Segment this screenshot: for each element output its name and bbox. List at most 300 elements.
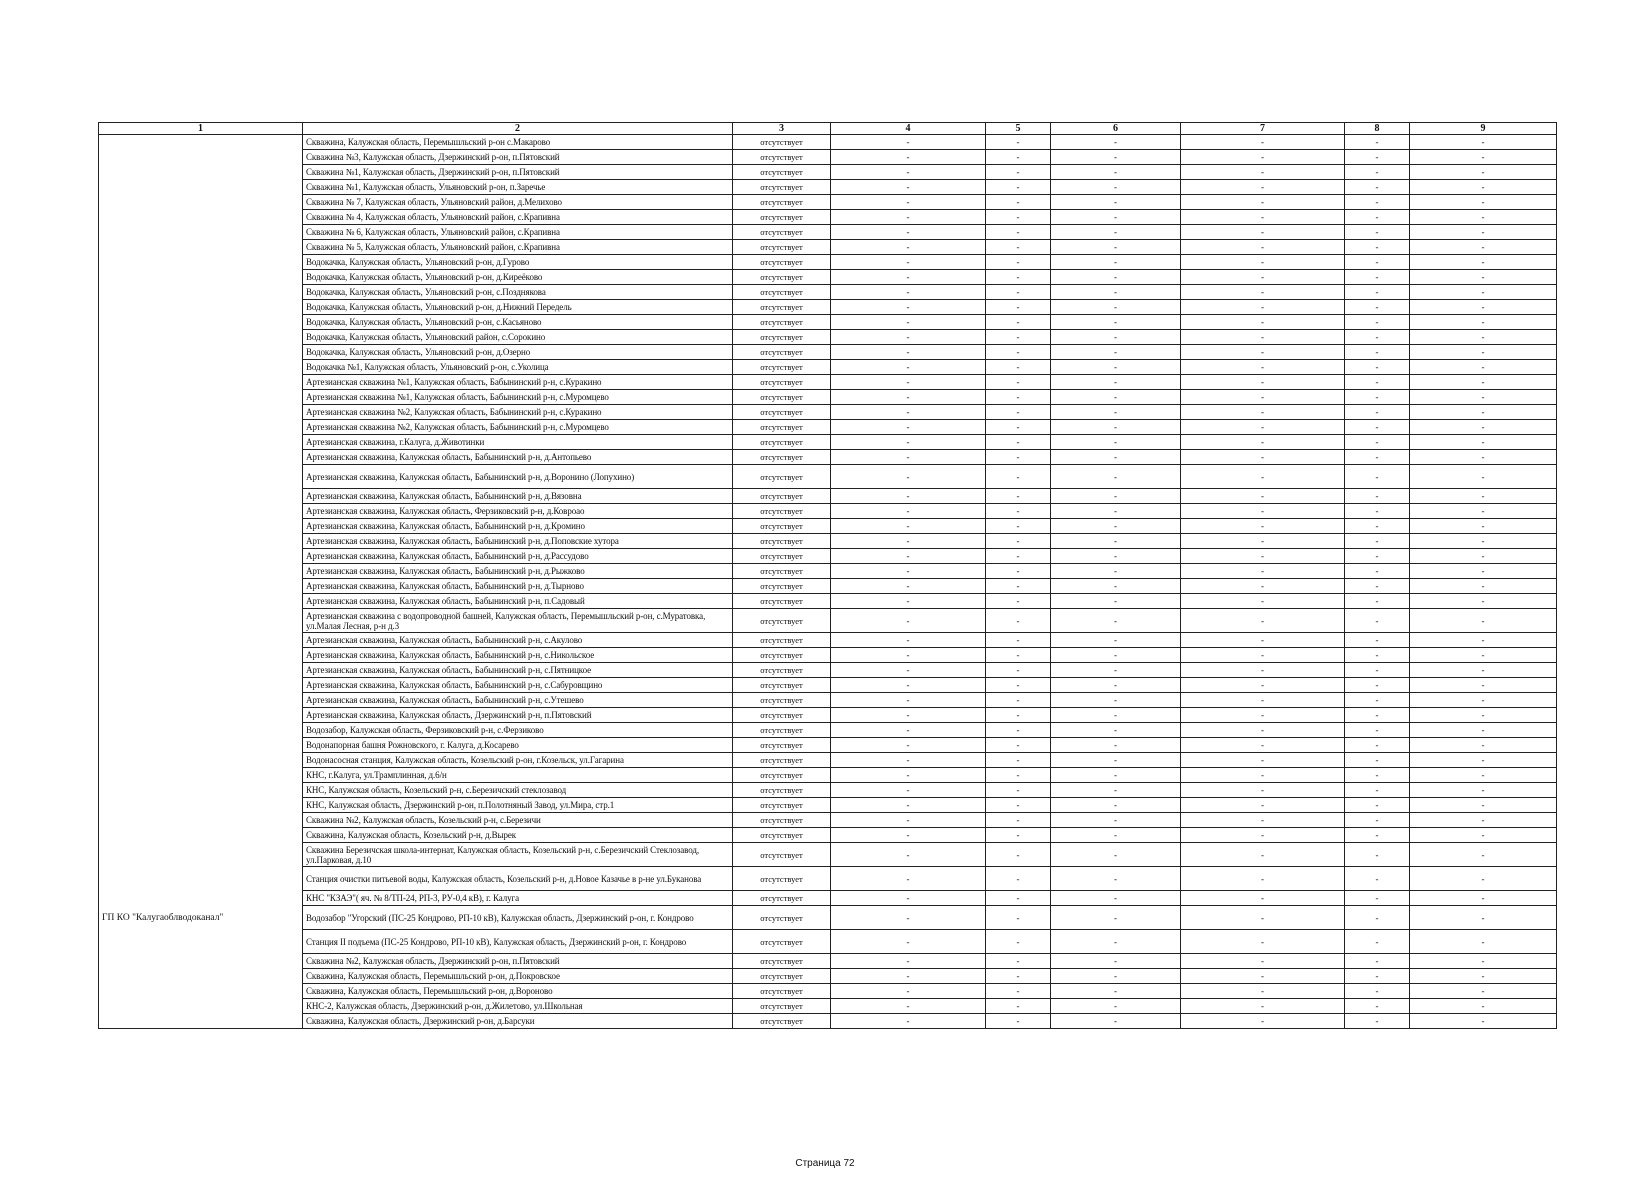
- data-sheet: [98, 122, 1556, 1029]
- table-row: [99, 405, 1557, 420]
- organization-cell: [99, 663, 303, 678]
- facility-name: Артезианская скважина, Калужская область, Ферзиковский р-н, д.Ковроао: [303, 504, 733, 519]
- value-cell-col-6: -: [1051, 405, 1181, 420]
- value-cell-col-8: -: [1345, 738, 1410, 753]
- value-cell-col-7: -: [1181, 534, 1345, 549]
- facility-name: КНС, г.Калуга, ул.Трамплинная, д.6/н: [303, 768, 733, 783]
- table-row: [99, 489, 1557, 504]
- value-cell-col-8: -: [1345, 954, 1410, 969]
- value-cell-col-8: -: [1345, 420, 1410, 435]
- organization-cell: [99, 708, 303, 723]
- value-cell-col-6: -: [1051, 489, 1181, 504]
- organization-cell: [99, 420, 303, 435]
- table-row: [99, 255, 1557, 270]
- value-cell-col-5: -: [986, 693, 1051, 708]
- value-cell-col-6: -: [1051, 594, 1181, 609]
- value-cell-col-8: -: [1345, 999, 1410, 1014]
- value-cell-col-9: -: [1410, 210, 1557, 225]
- value-cell-col-6: -: [1051, 768, 1181, 783]
- value-cell-col-5: -: [986, 330, 1051, 345]
- value-cell-col-8: -: [1345, 867, 1410, 891]
- value-cell-col-5: -: [986, 633, 1051, 648]
- value-cell-col-9: -: [1410, 450, 1557, 465]
- organization-cell: [99, 783, 303, 798]
- value-cell-col-4: -: [831, 783, 986, 798]
- value-cell-col-4: -: [831, 360, 986, 375]
- value-cell-col-9: -: [1410, 255, 1557, 270]
- value-cell-col-6: -: [1051, 375, 1181, 390]
- status-cell: отсутствует: [733, 240, 831, 255]
- value-cell-col-4: -: [831, 165, 986, 180]
- value-cell-col-9: -: [1410, 489, 1557, 504]
- organization-cell: [99, 240, 303, 255]
- value-cell-col-6: -: [1051, 579, 1181, 594]
- value-cell-col-5: -: [986, 984, 1051, 999]
- organization-cell: [99, 828, 303, 843]
- organization-cell: [99, 633, 303, 648]
- facility-name: Водокачка, Калужская область, Ульяновский район, с.Сорокино: [303, 330, 733, 345]
- value-cell-col-6: -: [1051, 1014, 1181, 1029]
- organization-cell: [99, 549, 303, 564]
- value-cell-col-6: -: [1051, 420, 1181, 435]
- table-row: [99, 984, 1557, 999]
- value-cell-col-6: -: [1051, 663, 1181, 678]
- value-cell-col-7: -: [1181, 633, 1345, 648]
- value-cell-col-7: -: [1181, 783, 1345, 798]
- value-cell-col-5: -: [986, 225, 1051, 240]
- status-cell: отсутствует: [733, 663, 831, 678]
- facility-name: Артезианская скважина, Калужская область, Бабынинский р-н, с.Сабуровщино: [303, 678, 733, 693]
- table-row: [99, 768, 1557, 783]
- facility-name: Скважина №2, Калужская область, Козельский р-н, с.Березичи: [303, 813, 733, 828]
- table-row: [99, 300, 1557, 315]
- facility-name: Водонапорная башня Рожновского, г. Калуга, д.Косарево: [303, 738, 733, 753]
- status-cell: отсутствует: [733, 678, 831, 693]
- table-row: [99, 594, 1557, 609]
- value-cell-col-7: -: [1181, 300, 1345, 315]
- value-cell-col-8: -: [1345, 390, 1410, 405]
- value-cell-col-4: -: [831, 375, 986, 390]
- value-cell-col-6: -: [1051, 678, 1181, 693]
- facility-name: Артезианская скважина №2, Калужская область, Бабынинский р-н, с.Муромцево: [303, 420, 733, 435]
- value-cell-col-4: -: [831, 708, 986, 723]
- table-row: [99, 579, 1557, 594]
- value-cell-col-6: -: [1051, 633, 1181, 648]
- status-cell: отсутствует: [733, 633, 831, 648]
- facility-name: Водонасосная станция, Калужская область, Козельский р-он, г.Козельск, ул.Гагарина: [303, 753, 733, 768]
- col-header-6: 6: [1051, 123, 1181, 135]
- facility-name: Скважина №1, Калужская область, Ульяновский р-он, п.Заречье: [303, 180, 733, 195]
- value-cell-col-8: -: [1345, 663, 1410, 678]
- value-cell-col-7: -: [1181, 768, 1345, 783]
- value-cell-col-6: -: [1051, 813, 1181, 828]
- value-cell-col-7: -: [1181, 225, 1345, 240]
- value-cell-col-5: -: [986, 210, 1051, 225]
- value-cell-col-8: -: [1345, 633, 1410, 648]
- value-cell-col-8: -: [1345, 360, 1410, 375]
- value-cell-col-6: -: [1051, 300, 1181, 315]
- value-cell-col-5: -: [986, 180, 1051, 195]
- value-cell-col-6: -: [1051, 150, 1181, 165]
- value-cell-col-8: -: [1345, 798, 1410, 813]
- value-cell-col-6: -: [1051, 390, 1181, 405]
- value-cell-col-7: -: [1181, 210, 1345, 225]
- value-cell-col-7: -: [1181, 165, 1345, 180]
- value-cell-col-9: -: [1410, 240, 1557, 255]
- value-cell-col-8: -: [1345, 180, 1410, 195]
- value-cell-col-5: -: [986, 195, 1051, 210]
- value-cell-col-7: -: [1181, 891, 1345, 906]
- value-cell-col-4: -: [831, 609, 986, 633]
- value-cell-col-9: -: [1410, 999, 1557, 1014]
- value-cell-col-8: -: [1345, 450, 1410, 465]
- table-row: [99, 648, 1557, 663]
- value-cell-col-5: -: [986, 663, 1051, 678]
- value-cell-col-5: -: [986, 360, 1051, 375]
- value-cell-col-6: -: [1051, 984, 1181, 999]
- value-cell-col-7: -: [1181, 330, 1345, 345]
- value-cell-col-8: -: [1345, 315, 1410, 330]
- value-cell-col-8: -: [1345, 753, 1410, 768]
- col-header-8: 8: [1345, 123, 1410, 135]
- column-number-row: [99, 123, 1557, 135]
- value-cell-col-4: -: [831, 135, 986, 150]
- value-cell-col-7: -: [1181, 828, 1345, 843]
- value-cell-col-5: -: [986, 135, 1051, 150]
- value-cell-col-4: -: [831, 843, 986, 867]
- value-cell-col-9: -: [1410, 813, 1557, 828]
- value-cell-col-7: -: [1181, 813, 1345, 828]
- value-cell-col-7: -: [1181, 906, 1345, 930]
- value-cell-col-4: -: [831, 738, 986, 753]
- value-cell-col-5: -: [986, 738, 1051, 753]
- value-cell-col-4: -: [831, 195, 986, 210]
- value-cell-col-4: -: [831, 504, 986, 519]
- table-row: [99, 999, 1557, 1014]
- value-cell-col-9: -: [1410, 465, 1557, 489]
- col-header-4: 4: [831, 123, 986, 135]
- value-cell-col-5: -: [986, 489, 1051, 504]
- value-cell-col-5: -: [986, 549, 1051, 564]
- value-cell-col-7: -: [1181, 1014, 1345, 1029]
- facility-name: Артезианская скважина, Калужская область, Бабынинский р-н, д.Антопьево: [303, 450, 733, 465]
- table-row: [99, 519, 1557, 534]
- value-cell-col-7: -: [1181, 345, 1345, 360]
- table-row: [99, 210, 1557, 225]
- organization-cell: [99, 195, 303, 210]
- table-row: [99, 135, 1557, 150]
- status-cell: отсутствует: [733, 813, 831, 828]
- facility-name: Артезианская скважина с водопроводной башней, Калужская область, Перемышльский р-он, с.Муратовка, ул.Малая Лесная, р-н д.3: [303, 609, 733, 633]
- value-cell-col-5: -: [986, 255, 1051, 270]
- value-cell-col-7: -: [1181, 723, 1345, 738]
- value-cell-col-6: -: [1051, 345, 1181, 360]
- organization-cell: [99, 843, 303, 867]
- status-cell: отсутствует: [733, 534, 831, 549]
- value-cell-col-5: -: [986, 1014, 1051, 1029]
- table-row: [99, 534, 1557, 549]
- facility-name: Артезианская скважина, Калужская область, Дзержинский р-н, п.Пятовский: [303, 708, 733, 723]
- value-cell-col-8: -: [1345, 135, 1410, 150]
- value-cell-col-6: -: [1051, 828, 1181, 843]
- status-cell: отсутствует: [733, 180, 831, 195]
- value-cell-col-5: -: [986, 405, 1051, 420]
- table-row: [99, 783, 1557, 798]
- value-cell-col-8: -: [1345, 723, 1410, 738]
- value-cell-col-8: -: [1345, 345, 1410, 360]
- status-cell: отсутствует: [733, 693, 831, 708]
- value-cell-col-6: -: [1051, 930, 1181, 954]
- value-cell-col-5: -: [986, 843, 1051, 867]
- table-row: [99, 891, 1557, 906]
- value-cell-col-9: -: [1410, 753, 1557, 768]
- col-header-9: 9: [1410, 123, 1557, 135]
- status-cell: отсутствует: [733, 594, 831, 609]
- value-cell-col-6: -: [1051, 783, 1181, 798]
- value-cell-col-6: -: [1051, 210, 1181, 225]
- status-cell: отсутствует: [733, 549, 831, 564]
- facility-name: Водокачка, Калужская область, Ульяновский р-он, с.Касьяново: [303, 315, 733, 330]
- organization-cell: [99, 798, 303, 813]
- facility-name: КНС, Калужская область, Дзержинский р-он, п.Полотняный Завод, ул.Мира, стр.1: [303, 798, 733, 813]
- value-cell-col-8: -: [1345, 693, 1410, 708]
- value-cell-col-4: -: [831, 210, 986, 225]
- table-row: [99, 330, 1557, 345]
- value-cell-col-5: -: [986, 954, 1051, 969]
- value-cell-col-8: -: [1345, 891, 1410, 906]
- value-cell-col-5: -: [986, 906, 1051, 930]
- value-cell-col-8: -: [1345, 906, 1410, 930]
- value-cell-col-7: -: [1181, 594, 1345, 609]
- organization-cell: [99, 135, 303, 150]
- value-cell-col-6: -: [1051, 270, 1181, 285]
- value-cell-col-8: -: [1345, 783, 1410, 798]
- status-cell: отсутствует: [733, 768, 831, 783]
- value-cell-col-8: -: [1345, 270, 1410, 285]
- value-cell-col-5: -: [986, 390, 1051, 405]
- organization-cell: [99, 270, 303, 285]
- organization-cell: [99, 489, 303, 504]
- organization-cell: [99, 693, 303, 708]
- organization-cell: [99, 738, 303, 753]
- value-cell-col-6: -: [1051, 891, 1181, 906]
- organization-cell: [99, 504, 303, 519]
- facility-name: Артезианская скважина, г.Калуга, д.Животинки: [303, 435, 733, 450]
- value-cell-col-9: -: [1410, 891, 1557, 906]
- facility-name: Скважина, Калужская область, Дзержинский р-он, д.Барсуки: [303, 1014, 733, 1029]
- value-cell-col-5: -: [986, 270, 1051, 285]
- value-cell-col-8: -: [1345, 843, 1410, 867]
- table-row: [99, 165, 1557, 180]
- status-cell: отсутствует: [733, 1014, 831, 1029]
- table-row: [99, 390, 1557, 405]
- value-cell-col-6: -: [1051, 285, 1181, 300]
- table-row: [99, 1014, 1557, 1029]
- status-cell: отсутствует: [733, 360, 831, 375]
- facility-name: Артезианская скважина, Калужская область, Бабынинский р-н, д.Вязовна: [303, 489, 733, 504]
- table-row: [99, 435, 1557, 450]
- value-cell-col-4: -: [831, 999, 986, 1014]
- value-cell-col-9: -: [1410, 843, 1557, 867]
- organization-cell: [99, 891, 303, 906]
- value-cell-col-9: -: [1410, 984, 1557, 999]
- status-cell: отсутствует: [733, 435, 831, 450]
- table-row: [99, 609, 1557, 633]
- status-cell: отсутствует: [733, 708, 831, 723]
- status-cell: отсутствует: [733, 519, 831, 534]
- value-cell-col-5: -: [986, 240, 1051, 255]
- value-cell-col-8: -: [1345, 828, 1410, 843]
- value-cell-col-7: -: [1181, 663, 1345, 678]
- value-cell-col-5: -: [986, 285, 1051, 300]
- status-cell: отсутствует: [733, 210, 831, 225]
- value-cell-col-4: -: [831, 813, 986, 828]
- organization-cell: [99, 435, 303, 450]
- table-row: [99, 708, 1557, 723]
- status-cell: отсутствует: [733, 723, 831, 738]
- status-cell: отсутствует: [733, 165, 831, 180]
- value-cell-col-5: -: [986, 930, 1051, 954]
- value-cell-col-6: -: [1051, 240, 1181, 255]
- status-cell: отсутствует: [733, 255, 831, 270]
- value-cell-col-7: -: [1181, 798, 1345, 813]
- value-cell-col-5: -: [986, 450, 1051, 465]
- facility-name: Скважина №1, Калужская область, Дзержинский р-он, п.Пятовский: [303, 165, 733, 180]
- organization-cell: [99, 579, 303, 594]
- status-cell: отсутствует: [733, 315, 831, 330]
- value-cell-col-6: -: [1051, 906, 1181, 930]
- organization-cell: [99, 678, 303, 693]
- facility-name: КНС-2, Калужская область, Дзержинский р-он, д.Жилетово, ул.Школьная: [303, 999, 733, 1014]
- value-cell-col-5: -: [986, 315, 1051, 330]
- value-cell-col-9: -: [1410, 828, 1557, 843]
- value-cell-col-7: -: [1181, 549, 1345, 564]
- col-header-2: 2: [303, 123, 733, 135]
- value-cell-col-4: -: [831, 906, 986, 930]
- value-cell-col-4: -: [831, 435, 986, 450]
- value-cell-col-5: -: [986, 420, 1051, 435]
- value-cell-col-4: -: [831, 270, 986, 285]
- value-cell-col-6: -: [1051, 843, 1181, 867]
- value-cell-col-9: -: [1410, 285, 1557, 300]
- value-cell-col-4: -: [831, 285, 986, 300]
- organization-cell: [99, 390, 303, 405]
- value-cell-col-9: -: [1410, 534, 1557, 549]
- value-cell-col-8: -: [1345, 579, 1410, 594]
- value-cell-col-7: -: [1181, 648, 1345, 663]
- value-cell-col-7: -: [1181, 360, 1345, 375]
- value-cell-col-5: -: [986, 579, 1051, 594]
- value-cell-col-9: -: [1410, 798, 1557, 813]
- value-cell-col-8: -: [1345, 549, 1410, 564]
- value-cell-col-5: -: [986, 969, 1051, 984]
- value-cell-col-6: -: [1051, 255, 1181, 270]
- facility-name: Артезианская скважина, Калужская область, Бабынинский р-н, с.Никольское: [303, 648, 733, 663]
- table-row: [99, 315, 1557, 330]
- status-cell: отсутствует: [733, 648, 831, 663]
- facility-name: Артезианская скважина №2, Калужская область, Бабынинский р-н, с.Куракино: [303, 405, 733, 420]
- status-cell: отсутствует: [733, 867, 831, 891]
- value-cell-col-4: -: [831, 420, 986, 435]
- value-cell-col-9: -: [1410, 504, 1557, 519]
- organization-cell: [99, 564, 303, 579]
- organization-cell: [99, 534, 303, 549]
- status-cell: отсутствует: [733, 798, 831, 813]
- value-cell-col-8: -: [1345, 984, 1410, 999]
- value-cell-col-7: -: [1181, 435, 1345, 450]
- value-cell-col-4: -: [831, 300, 986, 315]
- value-cell-col-4: -: [831, 489, 986, 504]
- value-cell-col-7: -: [1181, 609, 1345, 633]
- value-cell-col-9: -: [1410, 270, 1557, 285]
- facility-name: Скважина №3, Калужская область, Дзержинский р-он, п.Пятовский: [303, 150, 733, 165]
- value-cell-col-7: -: [1181, 465, 1345, 489]
- table-row: [99, 345, 1557, 360]
- value-cell-col-5: -: [986, 375, 1051, 390]
- value-cell-col-7: -: [1181, 984, 1345, 999]
- value-cell-col-6: -: [1051, 180, 1181, 195]
- organization-cell: [99, 969, 303, 984]
- value-cell-col-5: -: [986, 609, 1051, 633]
- organization-cell: [99, 1014, 303, 1029]
- value-cell-col-8: -: [1345, 195, 1410, 210]
- value-cell-col-4: -: [831, 240, 986, 255]
- value-cell-col-4: -: [831, 390, 986, 405]
- table-row: [99, 564, 1557, 579]
- facility-name: Скважина № 7, Калужская область, Ульяновский район, д.Мелихово: [303, 195, 733, 210]
- col-header-1: 1: [99, 123, 303, 135]
- value-cell-col-6: -: [1051, 648, 1181, 663]
- facility-name: Водокачка, Калужская область, Ульяновский р-он, д.Киреёково: [303, 270, 733, 285]
- organization-cell: [99, 813, 303, 828]
- organization-cell: [99, 405, 303, 420]
- value-cell-col-5: -: [986, 678, 1051, 693]
- facility-name: КНС "КЗАЭ"( яч. № 8/ТП-24, РП-3, РУ-0,4 кВ), г. Калуга: [303, 891, 733, 906]
- facility-name: Артезианская скважина, Калужская область, Бабынинский р-н, с.Пятницкое: [303, 663, 733, 678]
- value-cell-col-7: -: [1181, 195, 1345, 210]
- status-cell: отсутствует: [733, 564, 831, 579]
- value-cell-col-9: -: [1410, 678, 1557, 693]
- value-cell-col-4: -: [831, 954, 986, 969]
- value-cell-col-9: -: [1410, 648, 1557, 663]
- status-cell: отсутствует: [733, 843, 831, 867]
- value-cell-col-8: -: [1345, 564, 1410, 579]
- value-cell-col-5: -: [986, 708, 1051, 723]
- value-cell-col-9: -: [1410, 708, 1557, 723]
- value-cell-col-6: -: [1051, 435, 1181, 450]
- value-cell-col-7: -: [1181, 255, 1345, 270]
- value-cell-col-4: -: [831, 798, 986, 813]
- value-cell-col-4: -: [831, 594, 986, 609]
- value-cell-col-6: -: [1051, 708, 1181, 723]
- value-cell-col-5: -: [986, 723, 1051, 738]
- status-cell: отсутствует: [733, 999, 831, 1014]
- status-cell: отсутствует: [733, 345, 831, 360]
- value-cell-col-4: -: [831, 579, 986, 594]
- table-row: [99, 360, 1557, 375]
- value-cell-col-5: -: [986, 999, 1051, 1014]
- value-cell-col-5: -: [986, 798, 1051, 813]
- facility-name: Артезианская скважина, Калужская область, Бабынинский р-н, д.Воронино (Лопухино): [303, 465, 733, 489]
- value-cell-col-9: -: [1410, 135, 1557, 150]
- value-cell-col-6: -: [1051, 360, 1181, 375]
- value-cell-col-9: -: [1410, 165, 1557, 180]
- table-row: [99, 270, 1557, 285]
- table-row: [99, 285, 1557, 300]
- organization-cell: [99, 150, 303, 165]
- value-cell-col-9: -: [1410, 768, 1557, 783]
- value-cell-col-7: -: [1181, 678, 1345, 693]
